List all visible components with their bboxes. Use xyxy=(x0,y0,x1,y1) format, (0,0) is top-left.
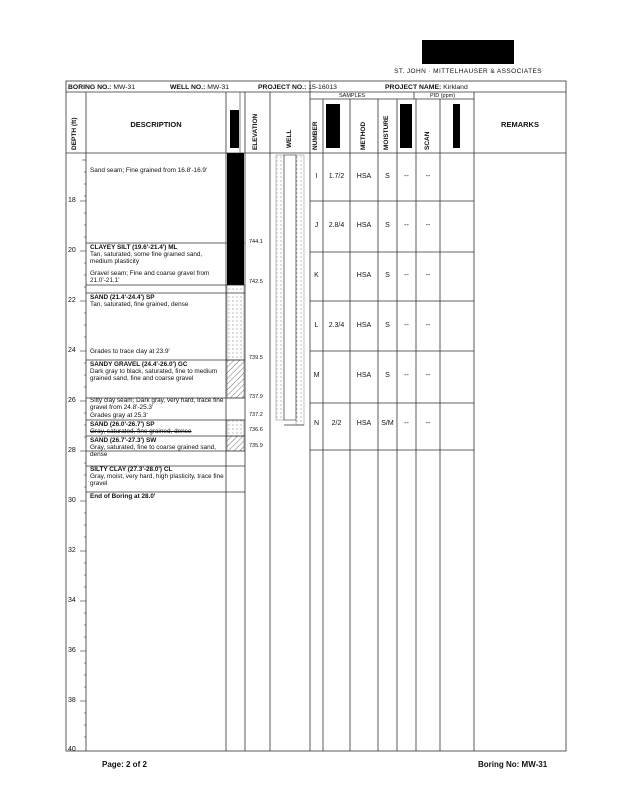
well-no-field xyxy=(170,84,229,91)
elevation-value: 737.2 xyxy=(249,412,263,418)
description-title: SILTY CLAY (27.3'-28.0') CL xyxy=(90,466,173,473)
depth-tick: 24 xyxy=(68,347,76,354)
boring-no-label: BORING NO.: xyxy=(68,84,112,91)
sample-pid: -- xyxy=(425,322,431,329)
well-column-header: WELL xyxy=(286,129,293,148)
description-entry xyxy=(90,348,224,355)
pid-label: PID (ppm) xyxy=(430,93,456,99)
description-title: SAND (26.7'-27.3') SW xyxy=(90,437,157,444)
sample-pid: -- xyxy=(425,222,431,229)
elevation-value: 737.9 xyxy=(249,394,263,400)
sample-pid: -- xyxy=(425,420,431,427)
project-no-label: PROJECT NO.: xyxy=(258,84,307,91)
sample-number: M xyxy=(313,372,320,379)
well-no-value: MW-31 xyxy=(207,84,230,91)
depth-tick: 34 xyxy=(68,597,76,604)
description-entry xyxy=(90,361,224,383)
elevation-value: 742.5 xyxy=(249,279,263,285)
depth-tick: 28 xyxy=(68,447,76,454)
description-text: Gray, saturated, fine grained, dense xyxy=(90,428,192,436)
samples-label: SAMPLES xyxy=(339,93,365,99)
sample-number: N xyxy=(313,420,320,427)
depth-tick: 30 xyxy=(68,497,76,504)
sample-number: J xyxy=(314,222,319,229)
description-title: SANDY GRAVEL (24.4'-26.0') GC xyxy=(90,361,188,368)
sample-scan: -- xyxy=(404,420,409,427)
description-entry xyxy=(90,294,224,308)
depth-tick: 40 xyxy=(68,746,76,753)
well-screen xyxy=(296,155,304,425)
sample-number: I xyxy=(315,173,318,180)
description-entry xyxy=(90,412,224,419)
project-no-value: 15-16013 xyxy=(308,84,337,91)
lithology-silty-clay xyxy=(227,436,244,451)
well-no-label: WELL NO.: xyxy=(170,84,206,91)
sample-recovery: 2.8/4 xyxy=(328,222,345,229)
sample-method: HSA xyxy=(356,322,372,329)
sample-method: HSA xyxy=(356,420,372,427)
description-entry xyxy=(90,167,220,174)
boring-no-value: MW-31 xyxy=(113,84,136,91)
sample-pid: -- xyxy=(425,173,431,180)
description-entry xyxy=(90,270,224,284)
sample-moisture: S/M xyxy=(381,420,394,427)
sample-moisture: S xyxy=(385,222,390,229)
description-entry xyxy=(90,244,224,266)
description-text: Grades gray at 25.3' xyxy=(90,412,148,419)
depth-column-header: DEPTH (ft) xyxy=(71,117,78,150)
elevation-value: 739.5 xyxy=(249,355,263,361)
sample-moisture: S xyxy=(385,272,390,279)
description-entry xyxy=(90,397,224,411)
description-title: SAND (21.4'-24.4') SP xyxy=(90,294,155,301)
firm-name: ST. JOHN · MITTELHAUSER & ASSOCIATES xyxy=(394,68,542,75)
description-entry xyxy=(90,466,224,488)
sample-scan: -- xyxy=(404,222,409,229)
description-text: Grades to trace clay at 23.9' xyxy=(90,348,170,355)
sample-recovery: 1.7/2 xyxy=(328,173,345,180)
depth-tick: 22 xyxy=(68,297,76,304)
sample-scan: -- xyxy=(404,372,409,379)
description-text: Gravel seam; Fine and coarse gravel from 21.0'-21.1' xyxy=(90,270,210,285)
project-name-field xyxy=(385,84,468,91)
description-text: Dark gray to black, saturated, fine to medium grained sand, fine and coarse gravel xyxy=(90,368,218,383)
well-pipe xyxy=(284,155,296,420)
description-title: SAND (26.0'-26.7') SP xyxy=(90,421,155,428)
depth-tick: 20 xyxy=(68,247,76,254)
description-text: Tan, saturated, fine grained, dense xyxy=(90,301,189,309)
depth-tick: 38 xyxy=(68,697,76,704)
elevation-value: 736.6 xyxy=(249,427,263,433)
depth-tick: 32 xyxy=(68,547,76,554)
lithology-sand-sp xyxy=(227,420,244,436)
sample-moisture: S xyxy=(385,322,390,329)
description-text: Silty clay seam; Dark gray, very hard, trace fine gravel from 24.8'-25.3' xyxy=(90,397,224,412)
description-text: Tan, saturated, some fine grained sand, medium plasticity xyxy=(90,251,203,266)
sample-pid: -- xyxy=(425,372,431,379)
page-number: Page: 2 of 2 xyxy=(102,760,147,769)
sample-scan: -- xyxy=(404,272,409,279)
sample-recovery: 2/2 xyxy=(331,420,342,427)
sample-moisture: S xyxy=(385,372,390,379)
sample-method: HSA xyxy=(356,222,372,229)
sample-pid: -- xyxy=(425,272,431,279)
boring-number-footer: Boring No: MW-31 xyxy=(478,760,548,769)
lithology-clay-silt xyxy=(227,153,244,285)
elevation-value: 735.9 xyxy=(249,443,263,449)
depth-tick: 18 xyxy=(68,197,76,204)
description-title: End of Boring at 28.0' xyxy=(90,493,156,500)
sample-scan: -- xyxy=(404,173,409,180)
lithology-sandy-gravel xyxy=(227,360,244,398)
description-entry xyxy=(90,493,224,500)
description-title: CLAYEY SILT (19.6'-21.4') ML xyxy=(90,244,178,251)
sample-method: HSA xyxy=(356,272,372,279)
sample-moisture: S xyxy=(385,173,390,180)
sample-number: L xyxy=(314,322,319,329)
scan-column-header: SCAN xyxy=(424,131,431,150)
sample-number: K xyxy=(314,272,319,279)
sample-recovery: 2.3/4 xyxy=(328,322,345,329)
description-entry xyxy=(90,437,224,459)
elevation-column-header: ELEVATION xyxy=(252,113,259,150)
lithology-sand xyxy=(227,285,244,360)
elevation-value: 744.1 xyxy=(249,239,263,245)
project-no-field xyxy=(258,84,337,91)
number-column-header: NUMBER xyxy=(312,121,319,150)
boring-no-field xyxy=(68,84,135,91)
moisture-column-header: MOISTURE xyxy=(383,115,390,150)
well-casing-backfill xyxy=(276,155,284,420)
remarks-column-header: REMARKS xyxy=(501,120,539,129)
description-text: Sand seam; Fine grained from 16.8'-16.9' xyxy=(90,167,208,174)
sample-method: HSA xyxy=(356,173,372,180)
description-entry xyxy=(90,421,224,435)
method-column-header: METHOD xyxy=(360,121,367,150)
project-name-value: Kirkland xyxy=(443,84,468,91)
depth-tick: 36 xyxy=(68,647,76,654)
sample-scan: -- xyxy=(404,322,409,329)
description-text: Gray, moist, very hard, high plasticity, trace fine gravel xyxy=(90,473,224,488)
sample-method: HSA xyxy=(356,372,372,379)
depth-tick: 26 xyxy=(68,397,76,404)
description-column-header: DESCRIPTION xyxy=(130,120,182,129)
description-text: Gray, saturated, fine to coarse grained sand, dense xyxy=(90,444,216,459)
project-name-label: PROJECT NAME: xyxy=(385,84,442,91)
